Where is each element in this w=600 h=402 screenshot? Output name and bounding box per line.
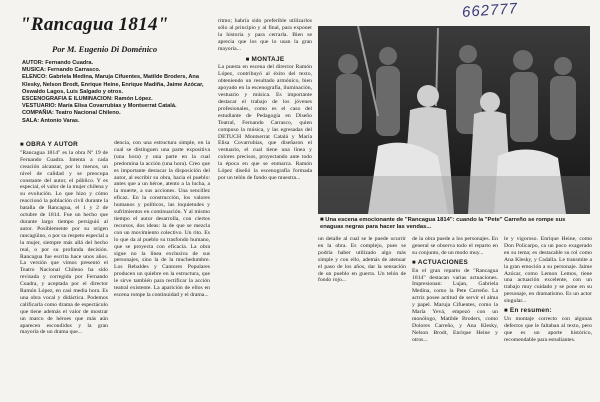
section-heading: ■ En resumen: (504, 308, 592, 315)
credit-line: COMPAÑIA: Teatro Nacional Chileno. (22, 110, 121, 117)
column-text: La puesta en escena del director Ramón López, contribuyó al éxito del texto, obteniendo un resultado armónico, bien apoyado en la escenografía, iluminación, vestuario y música. Es importante destacar el trabajo de los jóvenes profesionales, como es el caso del estudiante de Pedagogía en Diseño Teatral, Fernando Carrasco, quien compuso la música, y las egresadas del DETUCH Montserrat Catalá y María Elisa Covarrubias, que diseñaron el vestuario, el cual tiene una línea y colores precisos, proyectando ante todo la época en que se enmarca. Ramón López diseñó la escenografía formada por un telón de fondo que muestra... (218, 64, 312, 181)
column-text: le y vigoroso. Enrique Heine, como Don Policarpo, ca un poco exagerado en su tema; es destacable su rol como Ana Klesky, y Cadalla. Le transmite a la gran emoción a su personaje. Jaime Azócar, como Lemon Lemos, tiene una actuación excelente, con un trabajo muy cuidado y se pone en su personaje, en dramatismo. Es un actor singular... (504, 236, 592, 305)
section-heading: ■ ACTUACIONES (412, 260, 498, 267)
credit-line: ESCENOGRAFIA E ILUMINACION: Ramón López. (22, 96, 153, 103)
column-3 (218, 18, 312, 398)
article-title: "Rancagua 1814" (20, 14, 169, 35)
column-text: Un montaje correcto con algunas defectos que le faltaban al texto, pero que es un aporte histórico, recomendable para estudiantes. (504, 315, 592, 343)
column-4 (318, 236, 406, 398)
credit-line: ELENCO: Gabriela Medina, Maruja Cifuentes, Matilde Broders, Ana Klesky, Nelson Brodt, Enrique Heine, Enrique Madiña, Jaime Azócar, Oswaldo Lagos, Luis Salgado y otros. (22, 74, 204, 95)
column-text: ritmo; habría sido preferible utilizarlos sólo al principio y al final, para exponer la historia y para cerrarla. Bien se aprecia que los que lo usan la gran mayoría... (218, 18, 312, 52)
article-byline: Por M. Eugenio Di Doménico (52, 44, 158, 54)
column-text: En el gran reparto de "Rancagua 1814" destacan varias actuaciones. Impresionan: Lujan, Gabriela Medina, como la Pete Carreño. La actriz posee actitud de servir el alma y papel. Maruja Cifuentes, como la María Yevá, empezó con un monólogo, Matilde Broders, como Dolores Carreño, y Ana Klesky, Nelson Brodt, Enrique Heine y otros... (412, 267, 498, 343)
scene-photo (318, 26, 590, 214)
section-heading: ■ MONTAJE (218, 57, 312, 64)
archive-stamp: 662777 (461, 0, 519, 21)
column-6 (504, 236, 592, 398)
column-text: de la obra puede a los personajes. En general se observa todo el reparto en su conjunto, de un modo muy... (412, 236, 498, 256)
column-1 (20, 140, 108, 398)
photo-caption: ■ Una escena emocionante de "Rancagua 1814": cuando la "Pete" Carreño se rompe sus enaguas negras para hacer las vendas... (320, 217, 590, 231)
column-text: dencia, con una estructura simple, en la cual se distinguen una parte expositiva (una hora) y una parte en la cual predomina la acción (una hora). Creo que es importante destacar la disposición del autor, al escribir su obra, hacia el pueblo: antes que a un héroe, atento a la lucha, a la muerte, a sus acciones. Una sencillez eficaz. En la construcción, los valores humanos y políticos, las inquietudes y sufrimientos en continuación. Y al mismo tiempo el autor desarrolla, con ciertos recursos, dos ideas: la de que se mezcla con un movimiento colectivo. Un rito. Es lo que da al pueblo su trasfondo humano, que se proyecta con eficacia. La obra sigue no la línea exclusiva de sus personajes, sino la de la muchedumbre. Los Rebaldes y Cantores Populares producen un quiebre en la estructura, que le sirve también para rectificar la acción teatral existente. La aparición de ellos en escena rompe la continuidad y el drama... (114, 140, 210, 298)
credits-block (22, 60, 212, 125)
credit-line: VESTUARIO: María Elisa Covarrubias y Montserrat Catalá. (22, 103, 177, 110)
section-heading: ■ OBRA Y AUTOR (20, 142, 108, 149)
photo-illustration (318, 26, 590, 214)
credit-line: AUTOR: Fernando Cuadra. (22, 60, 94, 66)
credit-line: MUSICA: Fernando Carrasco. (22, 67, 101, 74)
column-text: "Rancagua 1814" es la obra Nº 19 de Fernando Cuadra. Intenta a cada creación alcanzar, por lo menos, un nivel de calidad y se preocupa constante del autor, el público. Y es especial, el valor de la mujer chilena y su evolución. Lo que hizo y cómo reaccionó la población civil durante la batalla de Rancagua, el 1 y 2 de octubre de 1814. Fue un hecho que durante largo tiempo persiguió al autor. Posiblemente por su origen rancagüino, o por su respeto especial a la mujer, siempre más allá del hecho real, o por su profunda decisión. Rancagua fue escrita hace unos años. La versión que vimos presentó el Teatro Nacional Chileno ha sido revisada y corregida por Fernando Cuadra, y aceptada por el director Ramón López, en casi media hora. Es una obra vocal y didáctica. Podemos calificarla como drama de espectáculo que tiene además el valor de mostrar un marco de héroes que más aún aparecen escondidos y la gran mayoría de un drama que... (20, 149, 108, 336)
column-2 (114, 140, 210, 398)
column-5 (412, 236, 498, 398)
credit-line: SALA: Antonio Varas. (22, 117, 80, 124)
column-text: un detalle al cual se le puede ocurrir en la obra. Es complejo, pues se podría haber utilizado algo más simple y con ello, además de atenuar el paso de los años, dar la sensación de un pueblo en guerra. Un telón de fondo rojo... (318, 236, 406, 284)
